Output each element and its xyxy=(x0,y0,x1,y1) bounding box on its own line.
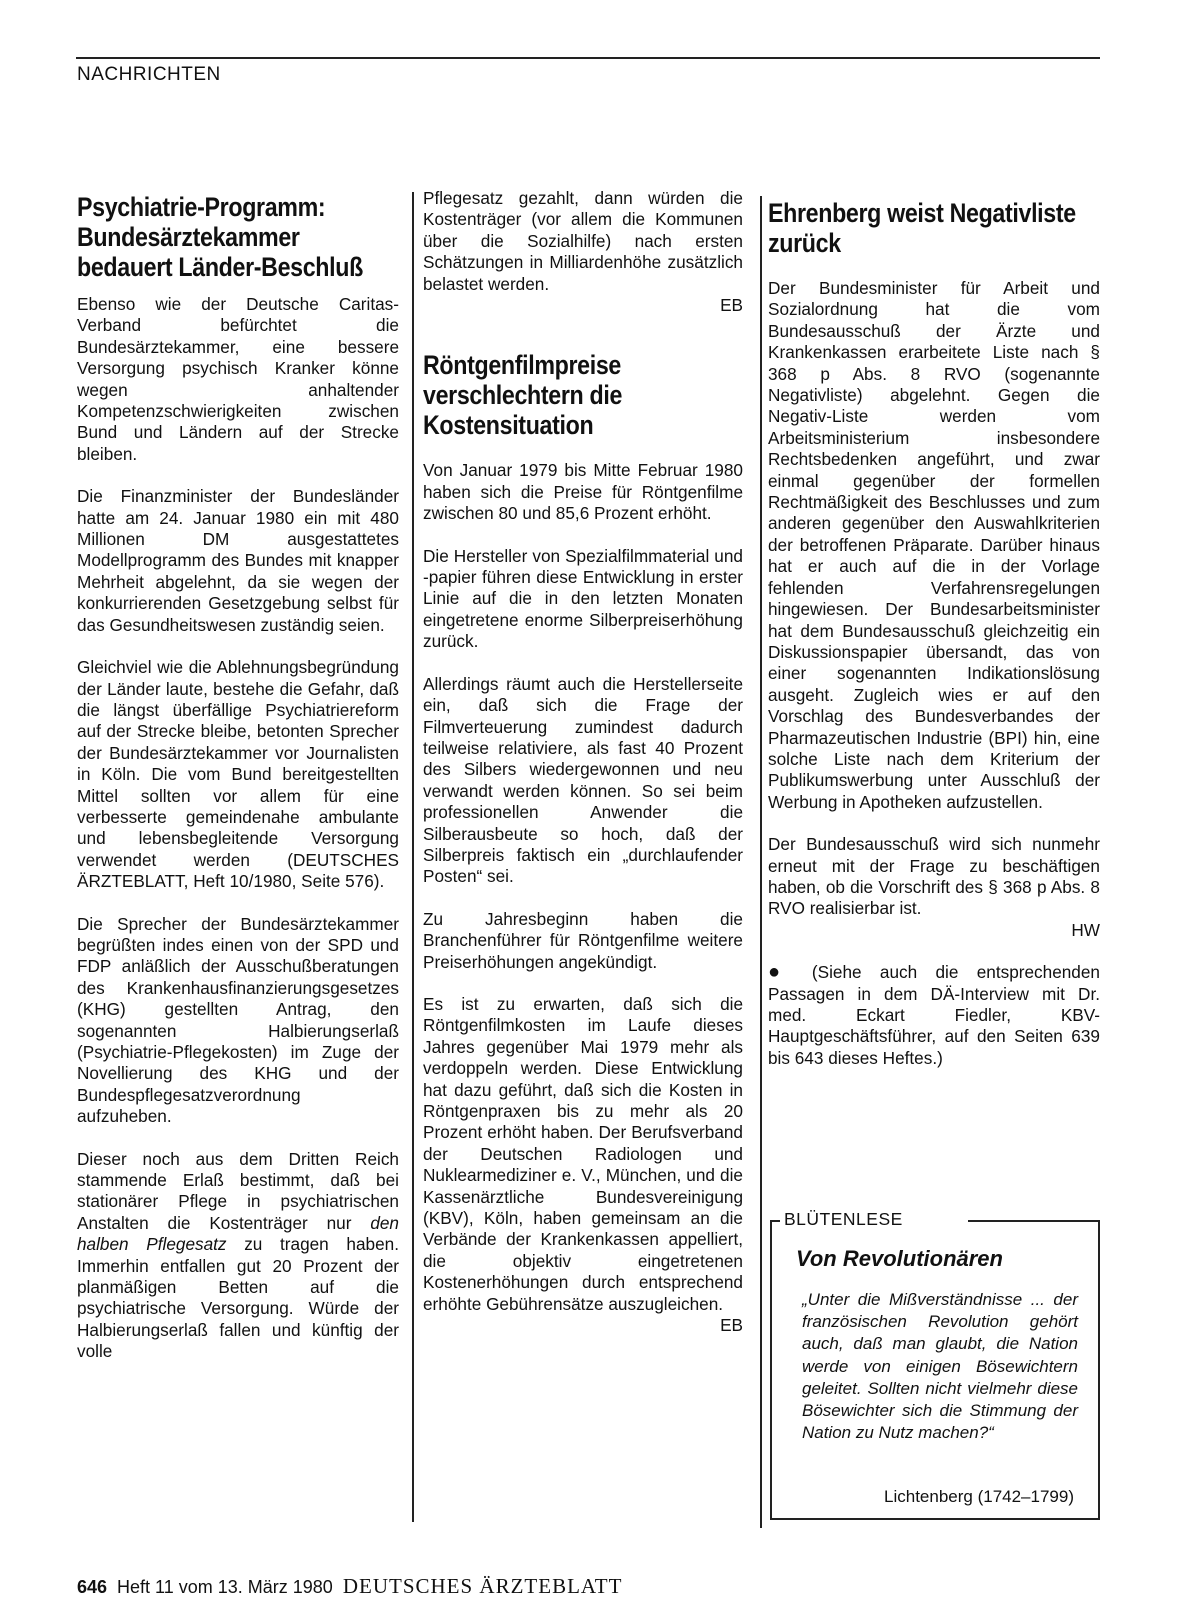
text-span: zu tragen haben. Immerhin entfallen gut 20 Prozent der planmäßigen Betten auf die psychiatrische Versorgung. Würde der Halbierungserlaß fallen und künftig der volle xyxy=(77,1234,399,1362)
box-label: BLÜTENLESE xyxy=(784,1209,903,1229)
text-span: Dieser noch aus dem Dritten Reich stammende Erlaß bestimmt, daß bei stationärer Pflege in psychiatrischen Anstalten die Kostenträger nur xyxy=(77,1148,399,1233)
headline: Röntgenfilmpreise verschlechtern die Kostensituation xyxy=(423,350,623,441)
paragraph: Ebenso wie der Deutsche Caritas-Verband befürchtet die Bundesärztekammer, eine bessere Versorgung psychisch Kranker könne wegen anhaltender Kompetenzschwierigkeiten zwischen Bund und Ländern auf der Strecke bleiben. xyxy=(77,294,399,464)
box-title: Von Revolutionären xyxy=(796,1246,1003,1271)
bullet-icon: ● xyxy=(768,961,794,984)
box-quote: „Unter die Mißverständnisse ... der französischen Revolution gehört auch, daß man glaubt, die Nation werde von einigen Bösewichtern geleitet. Sollten nicht vielmehr diese Bösewichter sich die Stimmung der Nation zu Nutz machen?“ xyxy=(802,1290,1078,1443)
issue-info: Heft 11 vom 13. März 1980 xyxy=(117,1577,333,1597)
paragraph xyxy=(423,188,743,316)
article-ehrenberg xyxy=(768,198,1100,1090)
paragraph: Von Januar 1979 bis Mitte Februar 1980 haben sich die Preise für Röntgenfilme zwischen 80 und 85,6 Prozent erhöht. xyxy=(423,460,743,524)
author-signature: HW xyxy=(1071,919,1100,940)
box-source: Lichtenberg (1742–1799) xyxy=(884,1487,1074,1506)
paragraph: Zu Jahresbeginn haben die Branchenführer für Röntgenfilme weitere Preiserhöhungen angekündigt. xyxy=(423,908,743,972)
column-divider xyxy=(412,192,414,1522)
text-span: Pflegesatz gezahlt, dann würden die Kostenträger (vor allem die Kommunen über die Sozialhilfe) nach ersten Schätzungen in Milliardenhöhe zusätzlich belastet werden. xyxy=(423,188,743,294)
box-rule xyxy=(770,1220,780,1222)
author-signature: EB xyxy=(720,1315,743,1336)
page-footer xyxy=(77,1574,622,1599)
column-divider xyxy=(760,196,762,1528)
header-rule xyxy=(76,57,1100,59)
text-span: Es ist zu erwarten, daß sich die Röntgenfilmkosten im Laufe dieses Jahres gegenüber Mai 1979 mehr als verdoppeln werden. Diese Entwicklung hat dazu geführt, daß sich die Kosten in Röntgenpraxen bis zu mehr als 20 Prozent erhöht haben. Der Berufsverband der Deutschen Radiologen und Nuklearmediziner e. V., München, und die Kassenärztliche Bundesvereinigung (KBV), Köln, haben gemeinsam an die Verbände der Krankenkassen appelliert, die objektiv eingetretenen Kostenerhöhungen durch entsprechend erhöhte Gebührensätze auszugleichen. xyxy=(423,993,743,1314)
article-psychiatrie xyxy=(77,192,399,1384)
paragraph: Gleichviel wie die Ablehnungsbegründung der Länder laute, bestehe die Gefahr, daß die längst überfällige Psychiatriereform auf der Strecke bleibe, betonten Sprecher der Bundesärztekammer vor Journalisten in Köln. Die vom Bund bereitgestellten Mittel sollten vor allem für eine verbesserte gemeindenahe ambulante und lebensbegleitende Versorgung verwendet werden (DEUTSCHES ÄRZTEBLATT, Heft 10/1980, Seite 576). xyxy=(77,657,399,892)
paragraph: Die Finanzminister der Bundesländer hatte am 24. Januar 1980 ein mit 480 Millionen DM ausgestattetes Modellprogramm des Bundes mit knapper Mehrheit abgelehnt, da sie wegen der konkurrierenden Gesetzgebung selbst für das Gesundheitswesen zuständig seien. xyxy=(77,486,399,635)
text-span: (Siehe auch die entsprechenden Passagen in dem DÄ-Interview mit Dr. med. Eckart Fiedler, KBV-Hauptgeschäftsführer, auf den Seiten 639 bis 643 dieses Heftes.) xyxy=(768,962,1100,1068)
paragraph: Der Bundesminister für Arbeit und Sozialordnung hat die vom Bundesausschuß der Ärzte und Krankenkassen erarbeitete Liste nach § 368 p Abs. 8 RVO (sogenannte Negativliste) abgelehnt. Gegen die Negativ-Liste werden vom Arbeitsministerium insbesondere Rechtsbedenken angeführt, und zwar einmal gegenüber der formellen Rechtmäßigkeit des Beschlusses und zum anderen gegenüber den Auswahlkriterien der betroffenen Präparate. Darüber hinaus hat er auch auf die in der Vorlage fehlenden Verfahrensregelungen hingewiesen. Der Bundesarbeitsminister hat dem Bundesausschuß gleichzeitig ein Diskussionspapier übersandt, das von einer sogenannten Indikationslösung ausgeht. Zugleich wies er auf den Vorschlag des Bundesverbandes der Pharmazeutischen Industrie (BPI) hin, eine solche Liste nach dem Kriterium der Publikumswerbung unter Ausschluß der Werbung in Apotheken aufzustellen. xyxy=(768,278,1100,812)
headline: Ehrenberg weist Negativliste zurück xyxy=(768,198,1076,258)
paragraph xyxy=(768,962,1100,1069)
paragraph xyxy=(423,994,743,1337)
page-number: 646 xyxy=(77,1577,108,1597)
paragraph: Die Sprecher der Bundesärztekammer begrüßten indes einen von der SPD und FDP anläßlich der Ausschußberatungen des Krankenhausfinanzierungsgesetzes (KHG) gestellten Antrag, den sogenannten Halbierungserlaß (Psychiatrie-Pflegekosten) im Zuge der Novellierung des KHG und der Bundespflegesatzverordnung aufzuheben. xyxy=(77,913,399,1127)
box-rule xyxy=(968,1220,1098,1222)
paragraph: Allerdings räumt auch die Herstellerseite ein, daß sich die Frage der Filmverteuerung zumindest dadurch teilweise relativiere, als fast 40 Prozent des Silbers wiedergewonnen und neu verwandt werden können. So sei beim professionellen Anwender die Silberausbeute so hoch, daß der Silberpreis faktisch ein „durchlaufender Posten“ sei. xyxy=(423,673,743,887)
text-span: Der Bundesausschuß wird sich nunmehr erneut mit der Frage zu beschäftigen haben, ob die Vorschrift des § 368 p Abs. 8 RVO realisierbar ist. xyxy=(768,834,1100,919)
article-roentgen xyxy=(423,188,743,1357)
section-label: NACHRICHTEN xyxy=(77,64,221,85)
emphasis: den halben Pflegesatz xyxy=(77,1212,399,1255)
paragraph xyxy=(77,1149,399,1363)
journal-name: DEUTSCHES ÄRZTEBLATT xyxy=(342,1574,623,1598)
author-signature: EB xyxy=(720,295,743,316)
headline: Psychiatrie-Programm: Bundesärztekammer bedauert Länder-Beschluß xyxy=(77,192,363,282)
paragraph: Die Hersteller von Spezialfilmmaterial und -papier führen diese Entwicklung in erster Linie auf die in den letzten Monaten eingetretene enorme Silberpreiserhöhung zurück. xyxy=(423,545,743,652)
paragraph xyxy=(768,834,1100,941)
